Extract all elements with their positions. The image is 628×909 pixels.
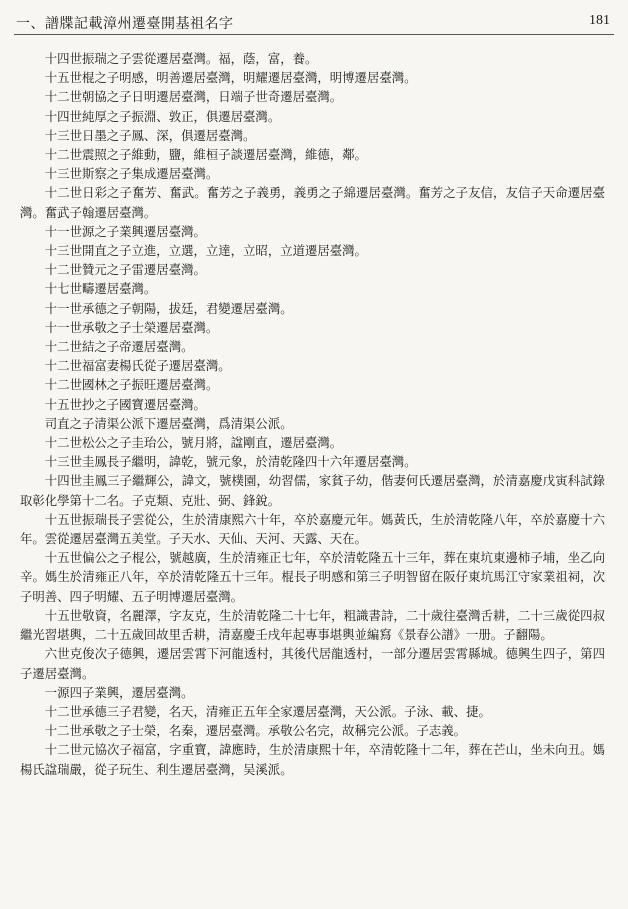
paragraph: 一源四子業興，遷居臺灣。 (44, 684, 194, 700)
paragraph: 十三世開直之子立進，立選，立達，立昭，立道遷居臺灣。 (44, 243, 367, 259)
paragraph: 十三世斯察之子集成遷居臺灣。 (44, 166, 219, 182)
paragraph: 十七世疇遷居臺灣。 (44, 281, 157, 297)
paragraph: 十一世承德之子朝陽，拔廷，君變遷居臺灣。 (44, 300, 293, 316)
paragraph: 十二世震照之子維動，鹽，維桓子談遷居臺灣，維德，鄰。 (44, 147, 367, 163)
paragraph: 十二世松公之子圭珆公，號月將，諡剛直，遷居臺灣。 (44, 435, 343, 451)
page-header (14, 12, 614, 35)
paragraph: 十四世振瑞之子雲從遷居臺灣。福，蔭，富，養。 (44, 51, 318, 66)
paragraph: 十一世承敬之子士榮遷居臺灣。 (44, 319, 219, 335)
paragraph: 十五世抄之子國寶遷居臺灣。 (44, 396, 206, 412)
page-number: 181 (589, 13, 610, 28)
chapter-title: 一、譜牒記載漳州遷臺開基祖名字 (16, 16, 234, 32)
document-body (20, 49, 605, 779)
paragraph: 十二世日彩之子奮芳、奮武。奮芳之子義勇，義勇之子綿遷居臺灣。奮芳之子友信，友信子天命遷居臺灣。奮武子翰遷居臺灣。 (20, 185, 605, 220)
paragraph: 十四世圭鳳三子繼輝公，諱文，號樸園，幼習儒，家貧子幼，偕妻何氏遷居臺灣，於清嘉慶戊寅科試錄取彰化學第十二名。子克類、克壯、弼、鋒銳。 (20, 473, 605, 508)
paragraph: 十一世源之子業興遷居臺灣。 (44, 223, 206, 239)
paragraph: 十二世贊元之子雷遷居臺灣。 (44, 262, 206, 278)
paragraph: 十二世福富妻楊氏從子遷居臺灣。 (44, 358, 231, 374)
paragraph: 十二世朝協之子日明遷居臺灣，日端子世奇遷居臺灣。 (44, 89, 343, 105)
paragraph: 十四世純厚之子振淵、敦正，俱遷居臺灣。 (44, 108, 281, 124)
paragraph: 十五世振瑞長子雲從公，生於清康熙六十年，卒於嘉慶元年。媽黃氏，生於清乾隆八年，卒於嘉慶十六年。雲從遷居臺灣五美堂。子天水、天仙、天河、天露、天在。 (20, 511, 605, 547)
paragraph: 十二世國林之子振旺遷居臺灣。 (44, 377, 219, 393)
paragraph: 十二世元協次子福富，字重寶，諱應時，生於清康熙十年，卒清乾隆十二年，葬在芒山，坐未向丑。媽楊氏諡瑞嚴，從子玩生、利生遷居臺灣，吴溪派。 (20, 742, 605, 777)
paragraph: 十五世棍之子明感，明善遷居臺灣，明耀遷居臺灣，明博遷居臺灣。 (44, 70, 417, 86)
paragraph: 十二世結之子帝遷居臺灣。 (44, 339, 194, 355)
paragraph: 十三世日墨之子鳳、深，俱遷居臺灣。 (44, 127, 256, 143)
paragraph: 司直之子清渠公派下遷居臺灣，爲清渠公派。 (44, 415, 293, 431)
paragraph: 六世克俊次子德興，遷居雲霄下河龍透村，其後代居龍透村，一部分遷居雲霄縣城。德興生四子，第四子遷居臺灣。 (20, 646, 605, 681)
paragraph: 十五世敬資，名麗澤，字友克，生於清乾隆二十七年，粗識書詩，二十歲往臺灣舌耕，二十三歲從四叔繼光習堪輿，二十五歲回故里舌耕，清嘉慶壬戌年起專事堪輿並編寫《景春公譜》一册。子翻陽。 (20, 607, 605, 643)
paragraph: 十三世圭鳳長子繼明，諱乾，號元象，於清乾隆四十六年遷居臺灣。 (44, 454, 417, 470)
paragraph: 十二世承德三子君變，名天，清雍正五年全家遷居臺灣，天公派。子泳、載、捷。 (44, 703, 491, 719)
paragraph: 十二世承敬之子士榮，名秦，遷居臺灣。承敬公名完，故稱完公派。子志義。 (44, 723, 467, 739)
paragraph: 十五世偏公之子棍公，號越廣，生於清雍正七年，卒於清乾隆五十三年，葬在東坑東邊柿子埔，坐乙向辛。媽生於清雍正八年，卒於清乾隆五十三年。棍長子明感和第三子明智留在阪仔東坑馬江守家業祖祠，次子明善、四子明耀、五子明博遷居臺灣。 (20, 550, 605, 604)
